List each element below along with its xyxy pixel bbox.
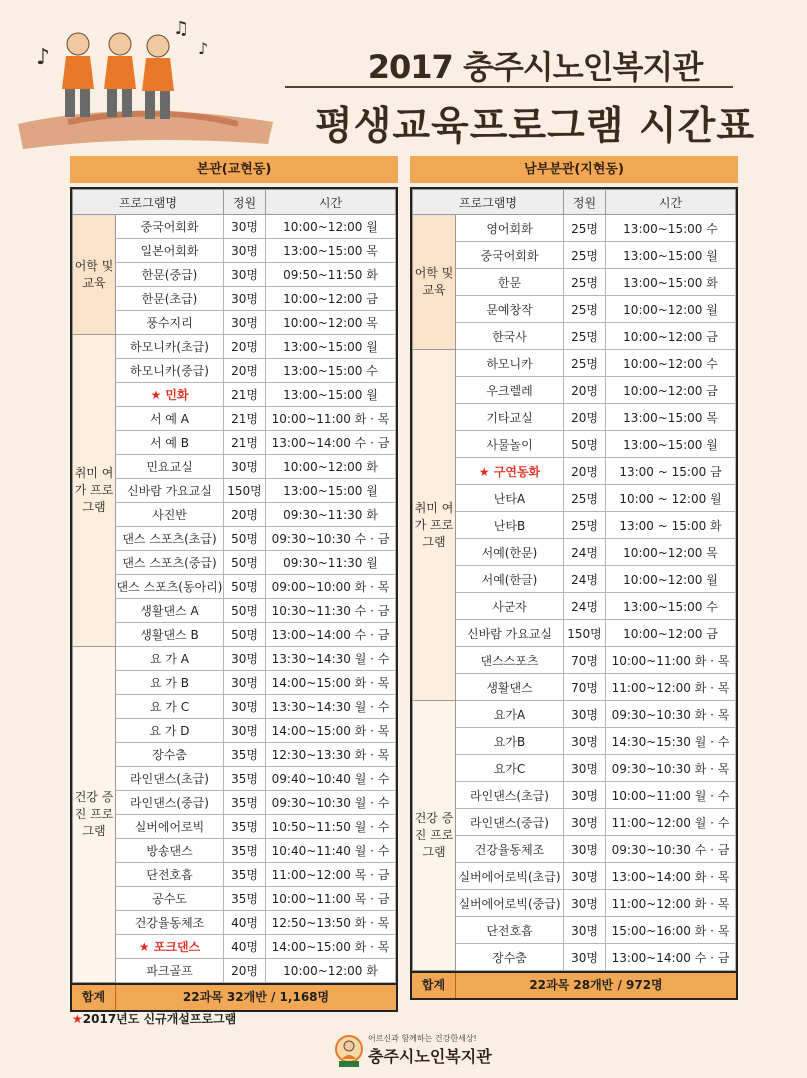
time-cell: 12:50~13:50 화 · 목 (266, 911, 396, 935)
capacity-cell: 35명 (224, 791, 266, 815)
program-name-cell: 난타B (456, 512, 564, 539)
capacity-cell: 70명 (564, 674, 606, 701)
capacity-cell: 30명 (224, 647, 266, 671)
capacity-cell: 24명 (564, 593, 606, 620)
program-name-cell: 댄스스포츠 (456, 647, 564, 674)
time-cell: 09:30~10:30 수 · 금 (266, 527, 396, 551)
table-row (413, 620, 736, 647)
table-row (73, 455, 396, 479)
capacity-cell: 50명 (224, 527, 266, 551)
program-name-cell: 요 가 A (116, 647, 224, 671)
table-row (413, 566, 736, 593)
capacity-cell: 20명 (564, 377, 606, 404)
capacity-cell: 20명 (564, 458, 606, 485)
time-cell: 13:00~15:00 목 (606, 404, 736, 431)
table-row (73, 215, 396, 239)
capacity-cell: 30명 (564, 782, 606, 809)
time-cell: 10:00~12:00 화 (266, 455, 396, 479)
capacity-cell: 20명 (224, 335, 266, 359)
category-cell: 어학 및 교육 (73, 215, 116, 335)
category-cell: 어학 및 교육 (413, 215, 456, 350)
time-cell: 09:30~11:30 화 (266, 503, 396, 527)
time-cell: 13:00~15:00 월 (266, 383, 396, 407)
svg-text:♫: ♫ (173, 18, 190, 39)
total-value: 22과목 32개반 / 1,168명 (182, 990, 330, 1004)
table-row (413, 917, 736, 944)
time-cell: 09:30~11:30 월 (266, 551, 396, 575)
time-cell: 10:00~12:00 화 (266, 959, 396, 983)
time-cell: 10:00~11:00 화 · 목 (606, 647, 736, 674)
time-cell: 10:40~11:40 월 · 수 (266, 839, 396, 863)
program-name-cell: 중국어회화 (116, 215, 224, 239)
category-cell: 건강 증진 프로 그램 (413, 701, 456, 971)
capacity-cell: 25명 (564, 512, 606, 539)
program-name-cell: 댄스 스포츠(중급) (116, 551, 224, 575)
program-name-cell: 한문(초급) (116, 287, 224, 311)
capacity-cell: 30명 (564, 728, 606, 755)
program-name-cell: 실버에어로빅 (116, 815, 224, 839)
time-cell: 11:00~12:00 화 · 목 (606, 890, 736, 917)
program-name-cell: 요 가 C (116, 695, 224, 719)
capacity-cell: 25명 (564, 485, 606, 512)
program-name-cell: 생활댄스 (456, 674, 564, 701)
program-name-cell: 기타교실 (456, 404, 564, 431)
program-name-cell: 신바람 가요교실 (456, 620, 564, 647)
time-cell: 15:00~16:00 화 · 목 (606, 917, 736, 944)
svg-text:♪: ♪ (198, 39, 209, 58)
table-row (413, 296, 736, 323)
capacity-cell: 30명 (224, 455, 266, 479)
capacity-cell: 25명 (564, 242, 606, 269)
capacity-cell: 30명 (224, 263, 266, 287)
new-program-note (72, 1010, 236, 1027)
table-row (413, 269, 736, 296)
program-name-cell: 한문 (456, 269, 564, 296)
table-row (73, 263, 396, 287)
time-cell: 13:00~15:00 월 (606, 431, 736, 458)
time-cell: 11:00~12:00 화 · 목 (606, 674, 736, 701)
capacity-cell: 25명 (564, 269, 606, 296)
capacity-cell: 150명 (564, 620, 606, 647)
table-row (73, 383, 396, 407)
capacity-cell: 24명 (564, 566, 606, 593)
capacity-cell: 30명 (224, 215, 266, 239)
table-row (413, 377, 736, 404)
column-header-capacity: 정원 (564, 190, 606, 215)
category-cell: 취미 여가 프로 그램 (413, 350, 456, 701)
table-row (73, 959, 396, 983)
capacity-cell: 30명 (564, 917, 606, 944)
main-branch-panel (70, 156, 398, 1012)
capacity-cell: 40명 (224, 935, 266, 959)
time-cell: 13:00~15:00 목 (266, 239, 396, 263)
capacity-cell: 20명 (564, 404, 606, 431)
capacity-cell: 25명 (564, 215, 606, 242)
capacity-cell: 30명 (564, 944, 606, 971)
program-name-cell: 공수도 (116, 887, 224, 911)
program-name-cell: 생활댄스 B (116, 623, 224, 647)
program-name-cell: 서예(한글) (456, 566, 564, 593)
time-cell: 13:00~15:00 수 (266, 359, 396, 383)
table-row (73, 551, 396, 575)
time-cell: 13:00~15:00 화 (606, 269, 736, 296)
capacity-cell: 30명 (224, 239, 266, 263)
new-program-note-text: ★2017년도 신규개설프로그램 (72, 1012, 237, 1026)
program-name-cell: 단전호흡 (116, 863, 224, 887)
program-name-cell: 단전호흡 (456, 917, 564, 944)
table-row (413, 431, 736, 458)
program-name-cell: 사물놀이 (456, 431, 564, 458)
capacity-cell: 30명 (564, 755, 606, 782)
capacity-cell: 50명 (224, 623, 266, 647)
table-row (413, 485, 736, 512)
time-cell: 13:00~15:00 월 (266, 479, 396, 503)
capacity-cell: 50명 (224, 551, 266, 575)
capacity-cell: 25명 (564, 296, 606, 323)
table-row (73, 743, 396, 767)
total-label: 합계 (412, 973, 456, 998)
time-cell: 13:00~14:00 수 · 금 (266, 431, 396, 455)
south-branch-heading: 남부분관(지현동) (410, 156, 738, 183)
table-row (73, 335, 396, 359)
program-name-cell: 라인댄스(초급) (456, 782, 564, 809)
table-row (73, 815, 396, 839)
table-row (73, 695, 396, 719)
capacity-cell: 30명 (224, 287, 266, 311)
program-name-cell: 댄스 스포츠(초급) (116, 527, 224, 551)
column-header-capacity: 정원 (224, 190, 266, 215)
capacity-cell: 150명 (224, 479, 266, 503)
capacity-cell: 21명 (224, 407, 266, 431)
time-cell: 09:30~10:30 수 · 금 (606, 836, 736, 863)
capacity-cell: 30명 (224, 311, 266, 335)
table-row (413, 944, 736, 971)
table-row (413, 215, 736, 242)
table-row (413, 593, 736, 620)
capacity-cell: 30명 (564, 809, 606, 836)
program-name-cell: ★ 민화 (116, 383, 224, 407)
time-cell: 10:00~12:00 금 (606, 323, 736, 350)
time-cell: 12:30~13:30 화 · 목 (266, 743, 396, 767)
time-cell: 10:00~12:00 금 (606, 377, 736, 404)
program-name-cell: 중국어회화 (456, 242, 564, 269)
program-name-cell: 한국사 (456, 323, 564, 350)
program-name-cell: 서 예 A (116, 407, 224, 431)
logo-name: 충주시노인복지관 (368, 1047, 492, 1066)
program-name-cell: 문예창작 (456, 296, 564, 323)
capacity-cell: 50명 (564, 431, 606, 458)
time-cell: 09:30~10:30 화 · 목 (606, 701, 736, 728)
time-cell: 13:00~14:00 화 · 목 (606, 863, 736, 890)
time-cell: 10:00~12:00 목 (266, 311, 396, 335)
south-branch-table-body (413, 215, 736, 971)
program-name-cell: 서 예 B (116, 431, 224, 455)
table-row (413, 890, 736, 917)
table-row (73, 239, 396, 263)
page-title-line1: 2017 충주시노인복지관 (367, 48, 703, 86)
program-name-cell: 건강율동체조 (456, 836, 564, 863)
table-row (413, 404, 736, 431)
table-row (73, 887, 396, 911)
program-name-cell: 민요교실 (116, 455, 224, 479)
time-cell: 13:00~14:00 수 · 금 (266, 623, 396, 647)
table-row (413, 836, 736, 863)
table-row (73, 791, 396, 815)
total-value: 22과목 28개반 / 972명 (529, 978, 663, 992)
table-row (413, 323, 736, 350)
time-cell: 10:50~11:50 월 · 수 (266, 815, 396, 839)
time-cell: 13:30~14:30 월 · 수 (266, 647, 396, 671)
table-row (413, 539, 736, 566)
time-cell: 10:00~12:00 월 (606, 296, 736, 323)
table-row (73, 503, 396, 527)
program-name-cell: 실버에어로빅(초급) (456, 863, 564, 890)
time-cell: 10:00~12:00 월 (266, 215, 396, 239)
total-label: 합계 (72, 985, 116, 1010)
program-name-cell: 실버에어로빅(중급) (456, 890, 564, 917)
time-cell: 14:00~15:00 화 · 목 (266, 671, 396, 695)
table-row (413, 782, 736, 809)
time-cell: 09:30~10:30 월 · 수 (266, 791, 396, 815)
capacity-cell: 20명 (224, 359, 266, 383)
program-name-cell: 장수춤 (116, 743, 224, 767)
capacity-cell: 24명 (564, 539, 606, 566)
time-cell: 14:30~15:30 월 · 수 (606, 728, 736, 755)
capacity-cell: 70명 (564, 647, 606, 674)
table-row (73, 719, 396, 743)
table-row (413, 674, 736, 701)
capacity-cell: 35명 (224, 839, 266, 863)
time-cell: 13:00~15:00 수 (606, 593, 736, 620)
program-name-cell: ★ 포크댄스 (116, 935, 224, 959)
program-name-cell: 요 가 B (116, 671, 224, 695)
table-row (73, 863, 396, 887)
capacity-cell: 20명 (224, 959, 266, 983)
program-name-cell: 생활댄스 A (116, 599, 224, 623)
table-row (413, 350, 736, 377)
time-cell: 14:00~15:00 화 · 목 (266, 719, 396, 743)
table-row (73, 623, 396, 647)
program-name-cell: 라인댄스(중급) (456, 809, 564, 836)
program-name-cell: 라인댄스(초급) (116, 767, 224, 791)
program-name-cell: 라인댄스(중급) (116, 791, 224, 815)
time-cell: 10:00~12:00 수 (606, 350, 736, 377)
column-header-time: 시간 (606, 190, 736, 215)
program-name-cell: 하모니카 (456, 350, 564, 377)
time-cell: 09:00~10:00 화 · 목 (266, 575, 396, 599)
table-row (73, 671, 396, 695)
time-cell: 13:30~14:30 월 · 수 (266, 695, 396, 719)
svg-text:♪: ♪ (36, 45, 51, 70)
program-name-cell: 요 가 D (116, 719, 224, 743)
table-row (73, 287, 396, 311)
table-row (413, 647, 736, 674)
program-name-cell: 서예(한문) (456, 539, 564, 566)
main-branch-table-box (70, 187, 398, 985)
category-cell: 취미 여가 프로 그램 (73, 335, 116, 647)
time-cell: 10:00~12:00 목 (606, 539, 736, 566)
table-row (413, 755, 736, 782)
capacity-cell: 35명 (224, 815, 266, 839)
column-header-program: 프로그램명 (413, 190, 564, 215)
table-row (413, 809, 736, 836)
program-name-cell: 요가C (456, 755, 564, 782)
capacity-cell: 20명 (224, 503, 266, 527)
star-icon: ★ (72, 1012, 83, 1026)
table-row (413, 242, 736, 269)
time-cell: 10:00 ~ 12:00 월 (606, 485, 736, 512)
program-name-cell: 방송댄스 (116, 839, 224, 863)
table-row (73, 767, 396, 791)
time-cell: 10:00~12:00 금 (606, 620, 736, 647)
table-row (73, 527, 396, 551)
capacity-cell: 30명 (564, 890, 606, 917)
time-cell: 09:50~11:50 화 (266, 263, 396, 287)
page-title-line2: 평생교육프로그램 시간표 (315, 104, 755, 149)
table-row (413, 728, 736, 755)
program-name-cell: 일본어회화 (116, 239, 224, 263)
time-cell: 11:00~12:00 목 · 금 (266, 863, 396, 887)
program-name-cell: 사진반 (116, 503, 224, 527)
time-cell: 13:00~15:00 월 (606, 242, 736, 269)
capacity-cell: 35명 (224, 863, 266, 887)
logo-emblem-icon (334, 1033, 364, 1069)
program-name-cell: 사군자 (456, 593, 564, 620)
time-cell: 10:30~11:30 수 · 금 (266, 599, 396, 623)
main-branch-heading: 본관(교현동) (70, 156, 398, 183)
table-row (73, 431, 396, 455)
table-row (73, 311, 396, 335)
capacity-cell: 30명 (224, 671, 266, 695)
capacity-cell: 30명 (564, 863, 606, 890)
table-row (413, 701, 736, 728)
time-cell: 10:00~12:00 월 (606, 566, 736, 593)
program-name-cell: 파크골프 (116, 959, 224, 983)
capacity-cell: 30명 (224, 695, 266, 719)
table-row (413, 512, 736, 539)
table-row (73, 407, 396, 431)
time-cell: 14:00~15:00 화 · 목 (266, 935, 396, 959)
category-cell: 건강 증진 프로 그램 (73, 647, 116, 983)
time-cell: 10:00~11:00 월 · 수 (606, 782, 736, 809)
time-cell: 13:00~15:00 수 (606, 215, 736, 242)
table-row (73, 599, 396, 623)
main-branch-table-body (73, 215, 396, 983)
south-branch-panel (410, 156, 738, 1000)
column-header-time: 시간 (266, 190, 396, 215)
capacity-cell: 35명 (224, 887, 266, 911)
program-name-cell: ★ 구연동화 (456, 458, 564, 485)
table-row (413, 458, 736, 485)
time-cell: 10:00~12:00 금 (266, 287, 396, 311)
capacity-cell: 35명 (224, 767, 266, 791)
time-cell: 13:00~15:00 월 (266, 335, 396, 359)
table-row (73, 359, 396, 383)
capacity-cell: 21명 (224, 431, 266, 455)
program-name-cell: 한문(중급) (116, 263, 224, 287)
capacity-cell: 50명 (224, 599, 266, 623)
time-cell: 13:00 ~ 15:00 화 (606, 512, 736, 539)
program-name-cell: 신바람 가요교실 (116, 479, 224, 503)
table-row (73, 479, 396, 503)
capacity-cell: 21명 (224, 383, 266, 407)
time-cell: 09:40~10:40 월 · 수 (266, 767, 396, 791)
time-cell: 13:00~14:00 수 · 금 (606, 944, 736, 971)
capacity-cell: 35명 (224, 743, 266, 767)
time-cell: 13:00 ~ 15:00 금 (606, 458, 736, 485)
capacity-cell: 30명 (224, 719, 266, 743)
program-name-cell: 풍수지리 (116, 311, 224, 335)
welfare-center-logo (334, 1033, 584, 1071)
capacity-cell: 25명 (564, 350, 606, 377)
program-name-cell: 우크렐레 (456, 377, 564, 404)
capacity-cell: 40명 (224, 911, 266, 935)
title-divider (285, 86, 733, 88)
time-cell: 11:00~12:00 월 · 수 (606, 809, 736, 836)
program-name-cell: 영어회화 (456, 215, 564, 242)
south-branch-total-row (410, 973, 738, 1000)
column-header-program: 프로그램명 (73, 190, 224, 215)
dancing-seniors-illustration (8, 4, 278, 154)
program-name-cell: 하모니카(중급) (116, 359, 224, 383)
time-cell: 09:30~10:30 화 · 목 (606, 755, 736, 782)
program-name-cell: 댄스 스포츠(동아리) (116, 575, 224, 599)
south-branch-schedule-table (412, 189, 736, 971)
table-row (413, 863, 736, 890)
capacity-cell: 50명 (224, 575, 266, 599)
capacity-cell: 25명 (564, 323, 606, 350)
table-row (73, 935, 396, 959)
program-name-cell: 요가A (456, 701, 564, 728)
program-name-cell: 장수춤 (456, 944, 564, 971)
program-name-cell: 요가B (456, 728, 564, 755)
program-name-cell: 건강율동체조 (116, 911, 224, 935)
logo-tagline: 어르신과 함께하는 건강한세상! (368, 1034, 477, 1043)
table-row (73, 647, 396, 671)
program-name-cell: 난타A (456, 485, 564, 512)
table-row (73, 575, 396, 599)
program-name-cell: 하모니카(초급) (116, 335, 224, 359)
main-branch-total-row (70, 985, 398, 1012)
table-row (73, 839, 396, 863)
capacity-cell: 30명 (564, 836, 606, 863)
table-row (73, 911, 396, 935)
time-cell: 10:00~11:00 목 · 금 (266, 887, 396, 911)
time-cell: 10:00~11:00 화 · 목 (266, 407, 396, 431)
main-branch-schedule-table (72, 189, 396, 983)
south-branch-table-box (410, 187, 738, 973)
capacity-cell: 30명 (564, 701, 606, 728)
